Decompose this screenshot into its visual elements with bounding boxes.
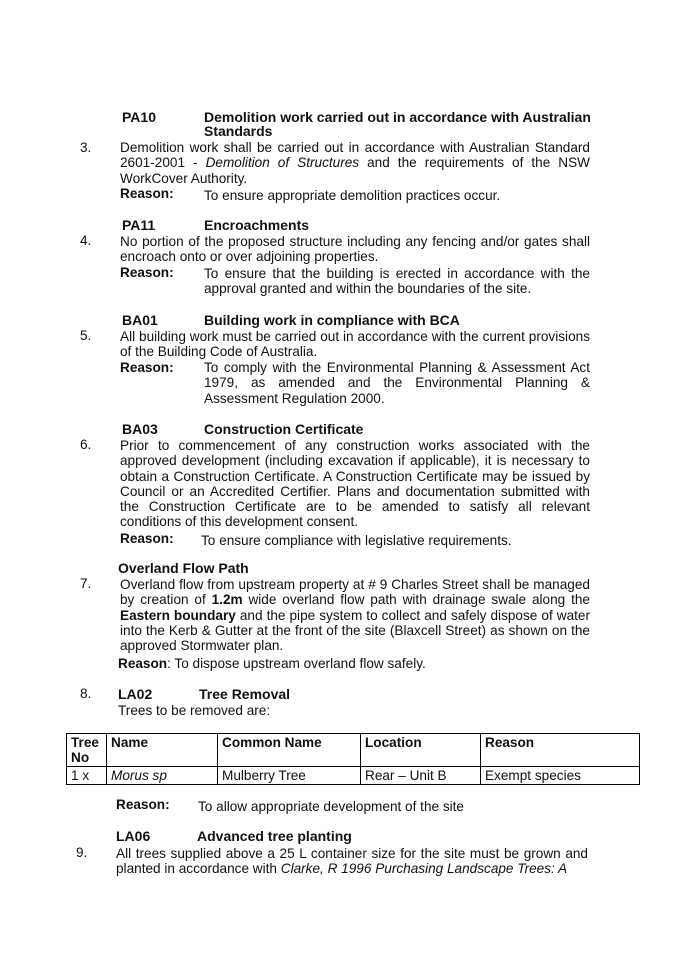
reason-label: Reason: (120, 265, 174, 280)
condition-title-la06: Advanced tree planting (197, 828, 352, 844)
boundary-name: Eastern boundary (120, 607, 236, 623)
condition-code-pa10: PA10 (122, 109, 156, 125)
reason-text-overland-flow: : To dispose upstream overland flow safely. (167, 656, 426, 671)
reason-label: Reason: (120, 186, 174, 201)
condition-number-4: 4. (80, 233, 92, 248)
condition-number-9: 9. (76, 845, 88, 860)
condition-title-ba01: Building work in compliance with BCA (204, 312, 460, 328)
condition-text-overland-flow (120, 577, 590, 653)
condition-number-8: 8. (80, 686, 92, 701)
table-cell-name: Morus sp (107, 767, 218, 785)
table-cell-location: Rear – Unit B (361, 767, 481, 785)
text-segment: Demolition work shall be carried out in accordance with Australian Standard 2601-2001 - (120, 140, 590, 171)
condition-code-ba01: BA01 (122, 312, 158, 328)
condition-title-overland-flow: Overland Flow Path (118, 560, 249, 576)
condition-title-ba03: Construction Certificate (204, 421, 364, 437)
condition-text-ba01: All building work must be carried out in accordance with the current provisions of the Building Code of Australia. (120, 329, 590, 360)
condition-number-5: 5. (80, 328, 92, 343)
condition-title-pa10-cont: Standards (204, 123, 273, 139)
table-row (67, 767, 640, 785)
condition-text-pa11: No portion of the proposed structure including any fencing and/or gates shall encroach onto or over adjoining properties. (120, 234, 590, 265)
table-cell-reason: Exempt species (481, 767, 640, 785)
condition-code-ba03: BA03 (122, 421, 158, 437)
reason-label: Reason: (116, 797, 170, 812)
text-segment: All trees supplied above a 25 L container size for the site must be grown and planted in accordance with (116, 846, 588, 877)
path-width: 1.2m (211, 592, 243, 608)
reason-text-pa10: To ensure appropriate demolition practices occur. (204, 188, 501, 203)
reason-text-la02: To allow appropriate development of the site (198, 799, 464, 814)
text-segment: wide overland flow path with drainage swale along the (242, 592, 590, 608)
column-header-common-name: Common Name (218, 734, 361, 767)
reason-line-overland-flow (118, 656, 426, 671)
condition-title-la02: Tree Removal (199, 686, 291, 702)
condition-code-la02: LA02 (118, 686, 153, 702)
tree-removal-table (66, 733, 640, 785)
reason-text-ba03: To ensure compliance with legislative requirements. (201, 533, 512, 548)
column-header-location: Location (361, 734, 481, 767)
table-cell-common-name: Mulberry Tree (218, 767, 361, 785)
condition-number-6: 6. (80, 437, 92, 452)
reference-title: Clarke, R 1996 Purchasing Landscape Trees: A (280, 861, 568, 877)
column-header-tree-no (67, 734, 107, 767)
header-text: Tree No (71, 735, 99, 765)
condition-number-7: 7. (80, 576, 92, 591)
condition-title-pa11: Encroachments (204, 217, 310, 233)
condition-number-3: 3. (80, 140, 92, 155)
text-segment: and the pipe system to collect and safely dispose of water into the Kerb & Gutter at the front of the site (Blaxcell Street) as shown on the approved Stormwater plan. (120, 607, 590, 654)
condition-text-la06 (116, 846, 588, 877)
tree-removal-intro: Trees to be removed are: (118, 703, 271, 718)
column-header-name: Name (107, 734, 218, 767)
reason-text-pa11: To ensure that the building is erected in accordance with the approval granted and within the boundaries of the site. (204, 266, 590, 297)
standard-title: Demolition of Structures (205, 155, 360, 171)
text-segment: and the requirements of the NSW WorkCover Authority. (120, 155, 591, 186)
condition-code-la06: LA06 (116, 828, 151, 844)
column-header-reason: Reason (481, 734, 640, 767)
reason-label: Reason: (120, 531, 174, 546)
reason-label: Reason (118, 656, 168, 671)
condition-code-pa11: PA11 (122, 217, 156, 233)
condition-text-pa10 (120, 140, 590, 186)
reason-label: Reason: (120, 360, 174, 375)
table-header-row (67, 734, 640, 767)
table-cell-tree-no: 1 x (67, 767, 107, 785)
reason-text-ba01: To comply with the Environmental Planning & Assessment Act 1979, as amended and the Environmental Planning & Assessment Regulation 2000. (204, 360, 590, 406)
condition-text-ba03: Prior to commencement of any construction works associated with the approved development (including excavation if applicable), it is necessary to obtain a Construction Certificate. A Construction Certificate may be issued by Council or an Accredited Certifier. Plans and documentation submitted with the Construction Certificate are to be amended to satisfy all relevant conditions of this development consent. (120, 438, 590, 530)
text-segment: Overland flow from upstream property at # 9 Charles Street shall be managed by creation of (120, 577, 590, 608)
condition-title-pa10: Demolition work carried out in accordance with Australian (204, 109, 591, 125)
